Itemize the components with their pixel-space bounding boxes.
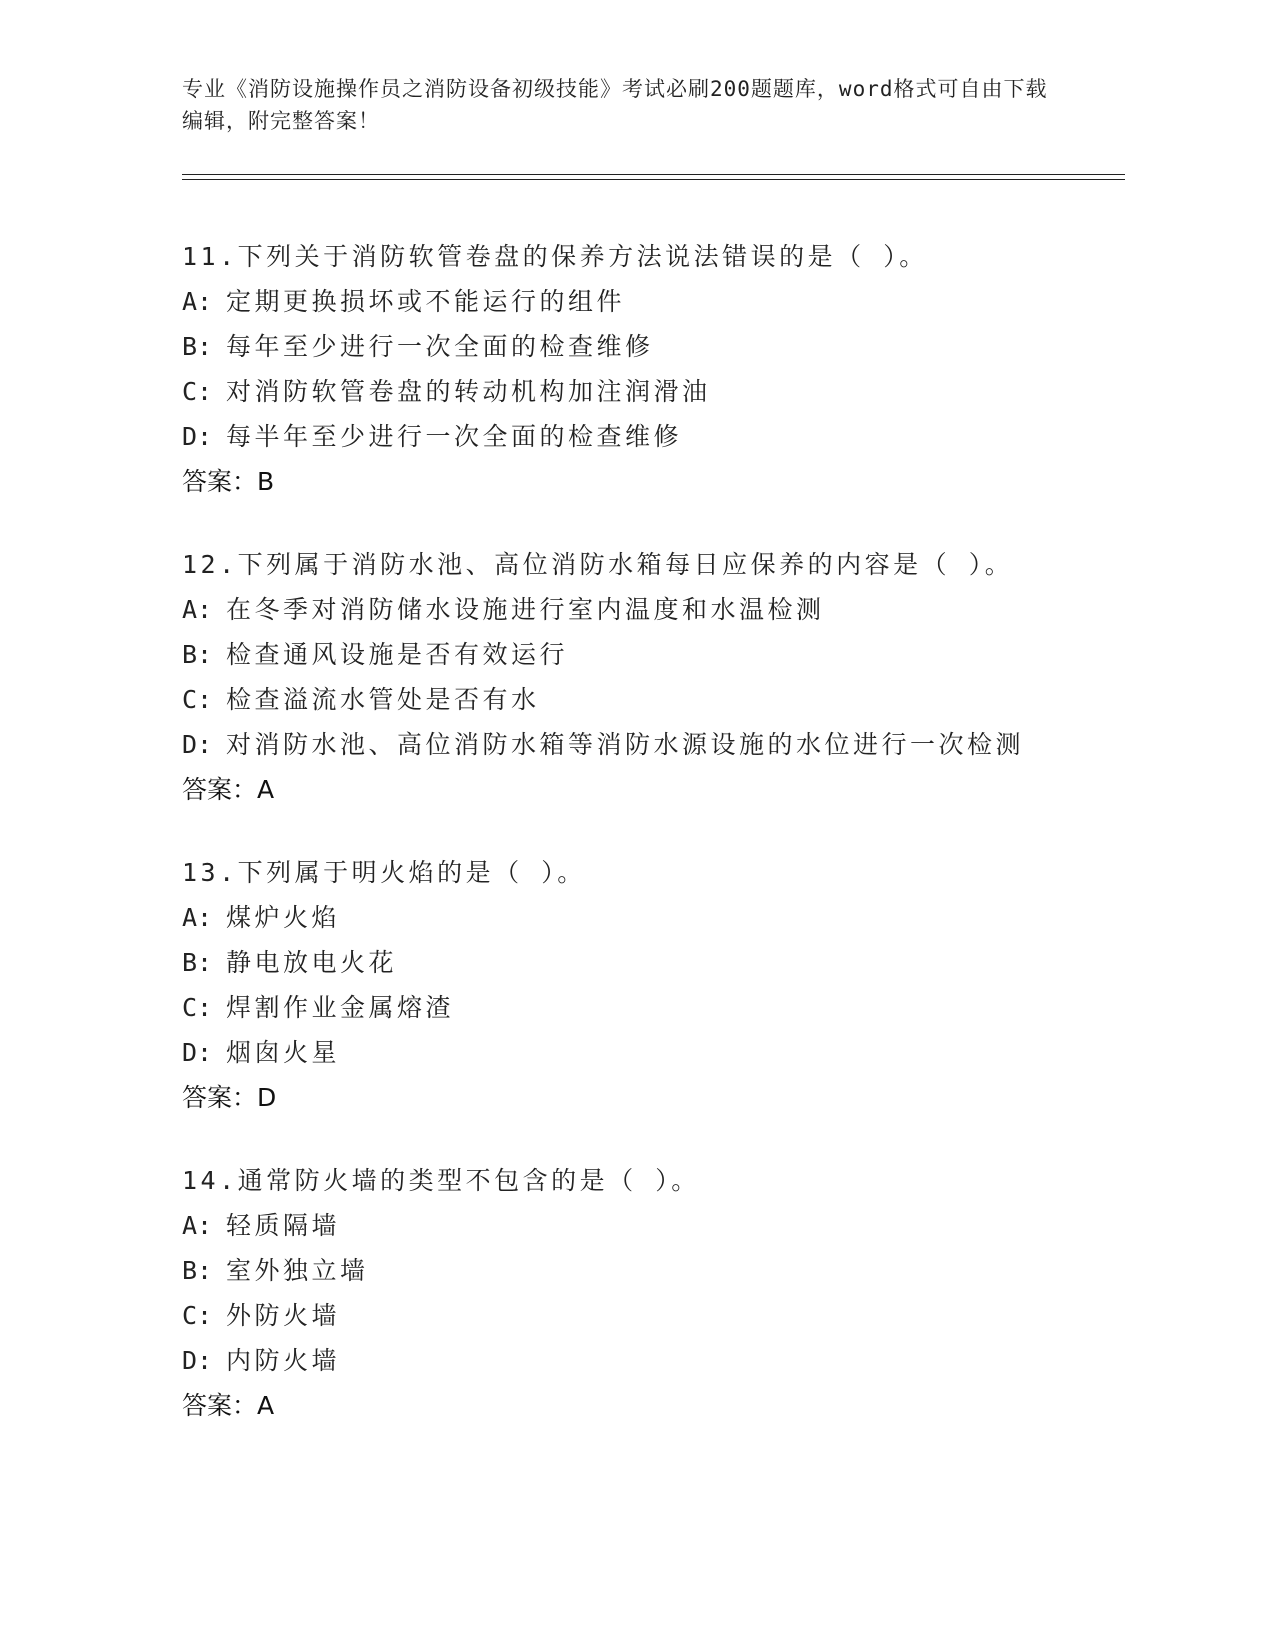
option-d: [182, 1338, 1142, 1383]
option-key: B:: [182, 332, 213, 361]
option-a: [182, 1203, 1142, 1248]
option-key: D:: [182, 422, 213, 451]
document-title: 专业《消防设施操作员之消防设备初级技能》考试必刷200题题库，word格式可自由下载编辑，附完整答案！: [182, 77, 1048, 133]
option-b: [182, 632, 1142, 677]
option-key: A:: [182, 595, 213, 624]
question-item: [182, 234, 1142, 504]
option-text: 检查溢流水管处是否有水: [226, 685, 540, 714]
option-c: [182, 369, 1142, 414]
option-key: B:: [182, 1256, 213, 1285]
question-stem: 13.下列属于明火焰的是（ ）。: [182, 858, 586, 887]
option-key: C:: [182, 1301, 213, 1330]
option-b: [182, 1248, 1142, 1293]
option-d: [182, 414, 1142, 459]
option-text: 每半年至少进行一次全面的检查维修: [226, 422, 683, 451]
option-text: 对消防软管卷盘的转动机构加注润滑油: [226, 377, 711, 406]
option-text: 每年至少进行一次全面的检查维修: [226, 332, 654, 361]
option-key: C:: [182, 685, 213, 714]
option-key: A:: [182, 1211, 213, 1240]
header-divider-bottom: [182, 179, 1125, 180]
option-key: C:: [182, 377, 213, 406]
question-item: [182, 542, 1142, 812]
option-key: D:: [182, 1038, 213, 1067]
answer-line: 答案：A: [182, 1391, 275, 1420]
option-key: B:: [182, 640, 213, 669]
option-d: [182, 722, 1142, 767]
question-item: [182, 850, 1142, 1120]
option-a: [182, 587, 1142, 632]
option-b: [182, 940, 1142, 985]
option-text: 室外独立墙: [226, 1256, 369, 1285]
option-text: 轻质隔墙: [226, 1211, 341, 1240]
option-key: A:: [182, 287, 213, 316]
question-item: [182, 1158, 1142, 1428]
option-key: B:: [182, 948, 213, 977]
option-text: 焊割作业金属熔渣: [226, 993, 455, 1022]
option-text: 检查通风设施是否有效运行: [226, 640, 569, 669]
option-text: 烟囱火星: [226, 1038, 341, 1067]
question-stem: 14.通常防火墙的类型不包含的是（ ）。: [182, 1166, 700, 1195]
question-stem: 12.下列属于消防水池、高位消防水箱每日应保养的内容是（ ）。: [182, 550, 1014, 579]
option-text: 在冬季对消防储水设施进行室内温度和水温检测: [226, 595, 825, 624]
option-c: [182, 1293, 1142, 1338]
option-key: D:: [182, 1346, 213, 1375]
question-list: [182, 234, 1142, 1466]
option-text: 静电放电火花: [226, 948, 398, 977]
option-text: 煤炉火焰: [226, 903, 341, 932]
header-divider-top: [182, 174, 1125, 175]
answer-line: 答案：A: [182, 775, 275, 804]
option-key: D:: [182, 730, 213, 759]
option-text: 对消防水池、高位消防水箱等消防水源设施的水位进行一次检测: [226, 730, 1025, 759]
option-a: [182, 279, 1142, 324]
option-key: C:: [182, 993, 213, 1022]
option-key: A:: [182, 903, 213, 932]
option-b: [182, 324, 1142, 369]
answer-line: 答案：B: [182, 467, 275, 496]
option-d: [182, 1030, 1142, 1075]
option-text: 定期更换损坏或不能运行的组件: [226, 287, 626, 316]
answer-line: 答案：D: [182, 1083, 277, 1112]
option-text: 外防火墙: [226, 1301, 341, 1330]
question-stem: 11.下列关于消防软管卷盘的保养方法说法错误的是（ ）。: [182, 242, 928, 271]
option-c: [182, 985, 1142, 1030]
option-text: 内防火墙: [226, 1346, 341, 1375]
option-a: [182, 895, 1142, 940]
option-c: [182, 677, 1142, 722]
